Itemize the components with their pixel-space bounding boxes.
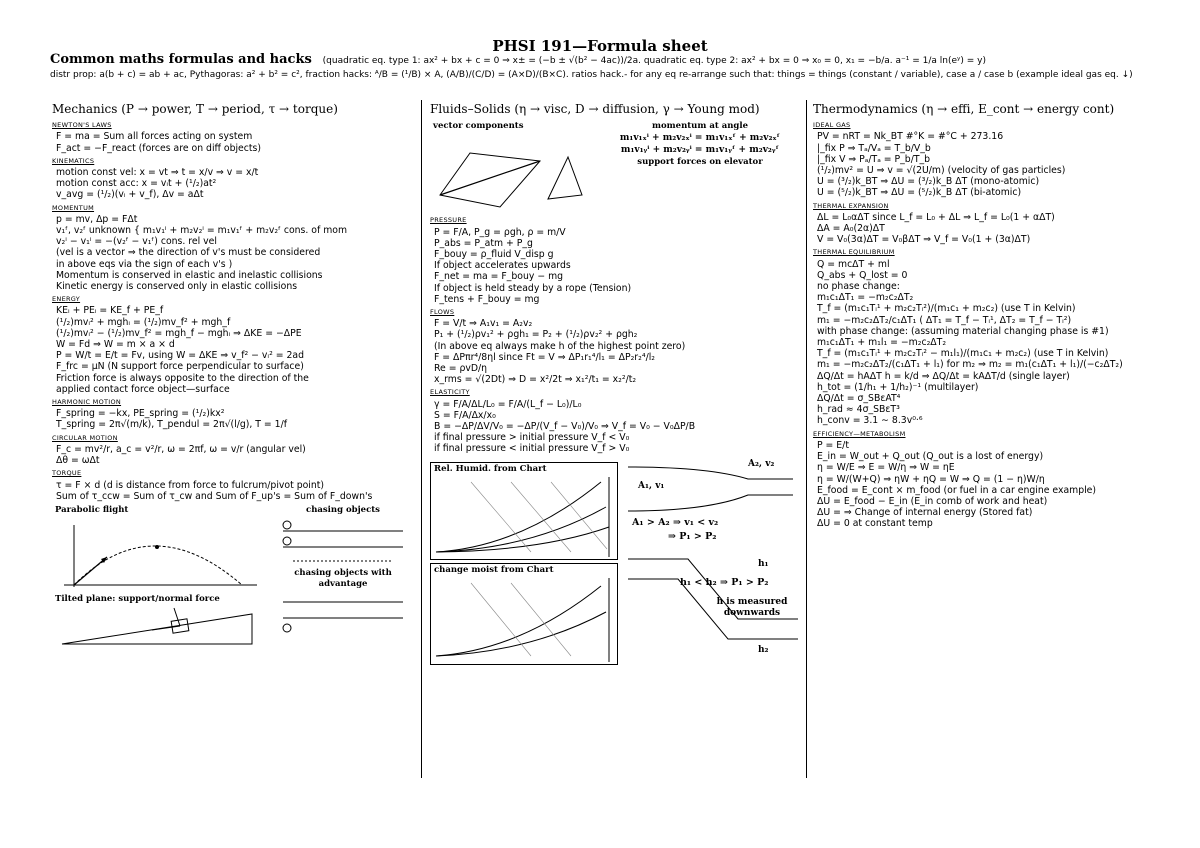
section-heading: CIRCULAR MOTION bbox=[52, 433, 118, 442]
formula-line: if final pressure > initial pressure V_f < V₀ bbox=[434, 432, 630, 444]
fluids-sections bbox=[430, 215, 800, 454]
formula-line: η = W/(W+Q) ⇒ ηW + ηQ = W ⇒ Q = (1 − η)W/η bbox=[817, 473, 1045, 485]
flow-a1v1: A₁, v₁ bbox=[638, 480, 665, 491]
column-divider bbox=[806, 100, 807, 778]
formula-line: ΔQ/Δt = σ_SBεAT⁴ bbox=[817, 393, 901, 405]
momentum-label: momentum at angle bbox=[652, 121, 748, 132]
section-heading: ENERGY bbox=[52, 295, 81, 304]
formula-line: F_spring = −kx, PE_spring = (¹/₂)kx² bbox=[56, 408, 225, 420]
formula-line: Q_abs + Q_lost = 0 bbox=[817, 269, 908, 281]
mechanics-column bbox=[52, 104, 414, 648]
chasing-diagram bbox=[273, 517, 413, 567]
formula-line: KEᵢ + PEᵢ = KE_f + PE_f bbox=[56, 305, 164, 317]
vector-label: vector components bbox=[433, 121, 524, 132]
formula-line: ΔU = ⇒ Change of internal energy (Stored fat) bbox=[817, 507, 1033, 519]
elevator-label: support forces on elevator bbox=[637, 156, 763, 167]
formula-line: Momentum is conserved in elastic and inelastic collisions bbox=[56, 269, 323, 281]
formula-line: h_conv = 3.1 ∼ 8.3v⁰·⁶ bbox=[817, 415, 923, 427]
formula-line: F = ΔPπr⁴/8ηl since Ft = V ⇒ ΔP₁r₁⁴/l₁ = ΔP₂r₂⁴/l₂ bbox=[434, 351, 656, 363]
parabolic-diagram bbox=[52, 517, 267, 593]
humidity-charts bbox=[430, 459, 618, 665]
chasing-label: chasing objects bbox=[306, 504, 380, 515]
vector-momentum-figures bbox=[430, 120, 800, 213]
formula-line: p = mv, Δp = FΔt bbox=[56, 213, 138, 225]
formula-line: η = W/E ⇒ E = W/η ⇒ W = ηE bbox=[817, 462, 955, 474]
formula-line: |_fix V ⇒ Pₐ/Tₐ = P_b/T_b bbox=[817, 153, 931, 165]
formula-line: v₂ⁱ − v₁ⁱ = −(v₂ᶠ − v₁ᶠ) cons. rel vel bbox=[56, 236, 217, 248]
thermo-title: Thermodynamics (η → effi, E_cont → energy cont) bbox=[813, 102, 1115, 116]
formula-line: Δθ = ωΔt bbox=[56, 455, 100, 467]
formula-line: F = V/t ⇒ A₁v₁ = A₂v₂ bbox=[434, 318, 533, 330]
formula-line: v₁ᶠ, v₂ᶠ unknown { m₁v₁ⁱ + m₂v₂ⁱ = m₁v₁ᶠ + m₂v₂ᶠ cons. of mom bbox=[56, 225, 348, 237]
formula-line: γ = F/A/ΔL/L₀ = F/A/(L_f − L₀)/L₀ bbox=[434, 398, 582, 410]
section-heading: FLOWS bbox=[430, 308, 455, 317]
momentum-eq-x: m₁v₁ₓⁱ + m₂v₂ₓⁱ = m₁v₁ₓᶠ + m₂v₂ₓᶠ bbox=[619, 133, 781, 144]
header-line-2: distr prop: a(b + c) = ab + ac, Pythagoras: a² + b² = c², fraction hacks: ᴬ/B = (¹/B) × A, (A/B)/(C/D) = (A×D)/(B×C). ratios hack.- for any eq re-arrange such that: things = things (constant / variable), case a / case b (example ideal gas eq. ↓) bbox=[50, 70, 1133, 80]
parabolic-figure bbox=[52, 504, 267, 648]
formula-line: V = V₀(3α)ΔT = V₀βΔT ⇒ V_f = V₀(1 + (3α)ΔT) bbox=[817, 234, 1031, 246]
formula-line: Kinetic energy is conserved only in elastic collisions bbox=[56, 281, 298, 293]
formula-line: F_net = ma = F_bouy − mg bbox=[434, 271, 564, 283]
formula-line: T_f = (m₁c₁Tᵢ¹ + m₂c₂Tᵢ² − m₁l₁)/(m₁c₁ + m₂c₂) (use T in Kelvin) bbox=[817, 348, 1109, 360]
formula-line: U = (⁵/₂)k_BT ⇒ ΔU = (⁵/₂)k_B ΔT (bi-atomic) bbox=[817, 187, 1022, 199]
section-heading: NEWTON'S LAWS bbox=[52, 121, 112, 130]
formula-line: PV = nRT = Nk_BT #°K = #°C + 273.16 bbox=[817, 131, 1004, 143]
section-heading: PRESSURE bbox=[430, 216, 467, 225]
formula-line: applied contact force object—surface bbox=[56, 383, 230, 395]
mechanics-title: Mechanics (P → power, T → period, τ → torque) bbox=[52, 102, 338, 116]
parabolic-label: Parabolic flight bbox=[55, 504, 129, 515]
formula-line: in above eqs via the sign of each v's ) bbox=[56, 258, 233, 270]
section-heading: ELASTICITY bbox=[430, 388, 470, 397]
section-heading: EFFICIENCY—METABOLISM bbox=[813, 429, 906, 438]
thermo-sections bbox=[813, 120, 1168, 529]
formula-line: v_avg = (¹/₂)(vᵢ + v_f), Δv = aΔt bbox=[56, 189, 204, 201]
formula-line: ΔA = A₀(2α)ΔT bbox=[817, 223, 885, 235]
section-heading: THERMAL EXPANSION bbox=[813, 201, 889, 210]
relhumid-grid bbox=[431, 477, 618, 557]
mechanics-sections bbox=[52, 120, 414, 502]
formula-line: P₁ + (¹/₂)ρv₁² + ρgh₁ = P₂ + (¹/₂)ρv₂² + ρgh₂ bbox=[434, 329, 638, 341]
formula-line: (vel is a vector ⇒ the direction of v's must be considered bbox=[56, 247, 321, 259]
chasing-adv-diagram bbox=[273, 592, 413, 638]
formula-line: F_act = −F_react (forces are on diff objects) bbox=[56, 142, 262, 154]
column-divider bbox=[421, 100, 422, 778]
formula-line: m₁c₁ΔT₁ = −m₂c₂ΔT₂ bbox=[817, 292, 914, 304]
header-quadratic: (quadratic eq. type 1: ax² + bx + c = 0 ⇒ x± = (−b ± √(b² − 4ac))/2a. quadratic eq. type 2: ax² + bx = 0 ⇒ x₀ = 0, x₁ = −b/a. a⁻¹ = 1/a ln(eʸ) = y) bbox=[322, 56, 986, 66]
thermo-column bbox=[813, 104, 1168, 530]
formula-line: P = W/t = E/t = Fv, using W = ΔKE ⇒ v_f² − vᵢ² = 2ad bbox=[56, 350, 305, 362]
flow-figure bbox=[628, 459, 798, 665]
formula-line: B = −ΔP/ΔV/V₀ = −ΔP/(V_f − V₀)/V₀ ⇒ V_f = V₀ − V₀ΔP/B bbox=[434, 421, 696, 433]
formula-line: Q = mcΔT + ml bbox=[817, 258, 890, 270]
flow-h-note: h is measured downwards bbox=[716, 596, 788, 618]
section-heading: MOMENTUM bbox=[52, 203, 95, 212]
formula-line: (¹/₂)mvᵢ² − (¹/₂)mv_f² = mgh_f − mghᵢ ⇒ ΔKE = −ΔPE bbox=[56, 327, 302, 339]
flow-a2v2: A₂, v₂ bbox=[748, 458, 775, 469]
formula-line: h_rad ≈ 4σ_SBεT³ bbox=[817, 404, 900, 416]
formula-line: no phase change: bbox=[817, 281, 900, 293]
moist-label: change moist from Chart bbox=[434, 564, 554, 575]
chart-figures bbox=[430, 459, 800, 665]
formula-line: E_food = E_cont × m_food (or fuel in a car engine example) bbox=[817, 484, 1097, 496]
header-line-1 bbox=[50, 52, 986, 67]
formula-line: (In above eq always make h of the highest point zero) bbox=[434, 340, 686, 352]
section-heading: HARMONIC MOTION bbox=[52, 398, 122, 407]
formula-line: P = F/A, P_g = ρgh, ρ = m/V bbox=[434, 226, 566, 238]
moist-grid bbox=[431, 578, 618, 662]
formula-line: (¹/₂)mvᵢ² + mghᵢ = (¹/₂)mv_f² + mgh_f bbox=[56, 316, 231, 328]
flow-pressure-relation: ⇒ P₁ > P₂ bbox=[668, 530, 717, 542]
tilted-plane-diagram bbox=[52, 606, 267, 648]
formula-line: m₁c₁ΔT₁ + m₁l₁ = −m₂c₂ΔT₂ bbox=[817, 337, 947, 349]
relhumid-label: Rel. Humid. from Chart bbox=[434, 463, 547, 474]
formula-line: m₁ = −m₂c₂ΔT₂/c₁ΔT₁ ( ΔT₁ = T_f − Tᵢ¹, ΔT₂ = T_f − Tᵢ²) bbox=[817, 314, 1072, 326]
formula-line: |_fix P ⇒ Tₐ/Vₐ = T_b/V_b bbox=[817, 142, 931, 154]
formula-line: ΔQ/Δt = hAΔT h = k/d ⇒ ΔQ/Δt = kAΔT/d (single layer) bbox=[817, 370, 1070, 382]
flow-area-relation: A₁ > A₂ ⇒ v₁ < v₂ bbox=[632, 516, 719, 528]
page-title: PHSI 191—Formula sheet bbox=[492, 37, 708, 55]
section-heading: TORQUE bbox=[52, 469, 82, 478]
vector-figure bbox=[430, 120, 590, 213]
header-heading: Common maths formulas and hacks bbox=[50, 52, 312, 67]
section-heading: THERMAL EQUILIBRIUM bbox=[813, 248, 895, 257]
formula-line: F = ma = Sum all forces acting on system bbox=[56, 131, 253, 143]
formula-line: h_tot = (1/h₁ + 1/h₂)⁻¹ (multilayer) bbox=[817, 381, 979, 393]
formula-line: m₁ = −m₂c₂ΔT₂/(c₁ΔT₁ + l₁) for m₂ ⇒ m₂ = m₁(c₁ΔT₁ + l₁)/(−c₂ΔT₂) bbox=[817, 359, 1123, 371]
section-heading: IDEAL GAS bbox=[813, 121, 851, 130]
formula-line: E_in = W_out + Q_out (Q_out is a lost of energy) bbox=[817, 451, 1044, 463]
formula-line: Friction force is always opposite to the direction of the bbox=[56, 372, 309, 384]
formula-line: Sum of τ_ccw = Sum of τ_cw and Sum of F_up's = Sum of F_down's bbox=[56, 490, 373, 502]
formula-line: F_tens + F_bouy = mg bbox=[434, 293, 540, 305]
vector-diagram bbox=[430, 133, 590, 213]
mechanics-figures bbox=[52, 504, 414, 648]
formula-line: F_c = mv²/r, a_c = v²/r, ω = 2πf, ω = v/r (angular vel) bbox=[56, 443, 306, 455]
formula-line: τ = F × d (d is distance from force to fulcrum/pivot point) bbox=[56, 479, 325, 491]
formula-line: (¹/₂)mv² = U ⇒ v = √(2U/m) (velocity of gas particles) bbox=[817, 165, 1066, 177]
formula-line: F_bouy = ρ_fluid V_disp g bbox=[434, 249, 554, 261]
section-heading: KINEMATICS bbox=[52, 156, 95, 165]
formula-line: x_rms = √(2Dt) ⇒ D = x²/2t ⇒ x₁²/t₁ = x₂²/t₂ bbox=[434, 374, 637, 386]
flow-height-relation: h₁ < h₂ ⇒ P₁ > P₂ bbox=[680, 576, 769, 588]
chasing-figure bbox=[273, 504, 413, 648]
formula-line: W = Fd ⇒ W = m × a × d bbox=[56, 339, 175, 351]
fluids-title: Fluids–Solids (η → visc, D → diffusion, γ → Young mod) bbox=[430, 102, 760, 116]
relhumid-chart bbox=[430, 462, 618, 560]
tilted-label: Tilted plane: support/normal force bbox=[55, 594, 220, 605]
formula-line: with phase change: (assuming material changing phase is #1) bbox=[817, 325, 1109, 337]
formula-line: ΔU = 0 at constant temp bbox=[817, 518, 933, 530]
formula-line: ΔU = E_food − E_in (E_in comb of work and heat) bbox=[817, 495, 1048, 507]
momentum-eq-y: m₁v₁ᵧⁱ + m₂v₂ᵧⁱ = m₁v₁ᵧᶠ + m₂v₂ᵧᶠ bbox=[620, 144, 780, 155]
formula-line: if final pressure < initial pressure V_f > V₀ bbox=[434, 443, 630, 455]
formula-line: motion const vel: x = vt ⇒ t = x/v ⇒ v = x/t bbox=[56, 167, 259, 179]
formula-line: U = (³/₂)k_BT ⇒ ΔU = (³/₂)k_B ΔT (mono-atomic) bbox=[817, 176, 1040, 188]
formula-line: T_spring = 2π√(m/k), T_pendul = 2π√(l/g), T = 1/f bbox=[56, 419, 287, 431]
flow-h1: h₁ bbox=[758, 558, 769, 569]
moist-chart bbox=[430, 563, 618, 665]
formula-line: P = E/t bbox=[817, 439, 849, 451]
flow-h2: h₂ bbox=[758, 644, 769, 655]
momentum-figure bbox=[600, 120, 800, 213]
formula-line: If object is held steady by a rope (Tension) bbox=[434, 282, 632, 294]
formula-line: S = F/A/Δx/x₀ bbox=[434, 409, 496, 421]
chasing-adv-label: chasing objects with advantage bbox=[294, 568, 392, 590]
formula-line: T_f = (m₁c₁Tᵢ¹ + m₂c₂Tᵢ²)/(m₁c₁ + m₂c₂) (use T in Kelvin) bbox=[817, 303, 1076, 315]
formula-line: motion const acc: x = vᵢt + (¹/₂)at² bbox=[56, 178, 217, 190]
formula-line: ΔL = L₀αΔT since L_f = L₀ + ΔL ⇒ L_f = L₀(1 + αΔT) bbox=[817, 211, 1055, 223]
formula-line: Re = ρvD/η bbox=[434, 363, 488, 375]
fluids-column bbox=[430, 104, 800, 665]
formula-line: P_abs = P_atm + P_g bbox=[434, 237, 533, 249]
formula-line: If object accelerates upwards bbox=[434, 260, 571, 272]
formula-line: F_frc = μN (N support force perpendicular to surface) bbox=[56, 361, 304, 373]
